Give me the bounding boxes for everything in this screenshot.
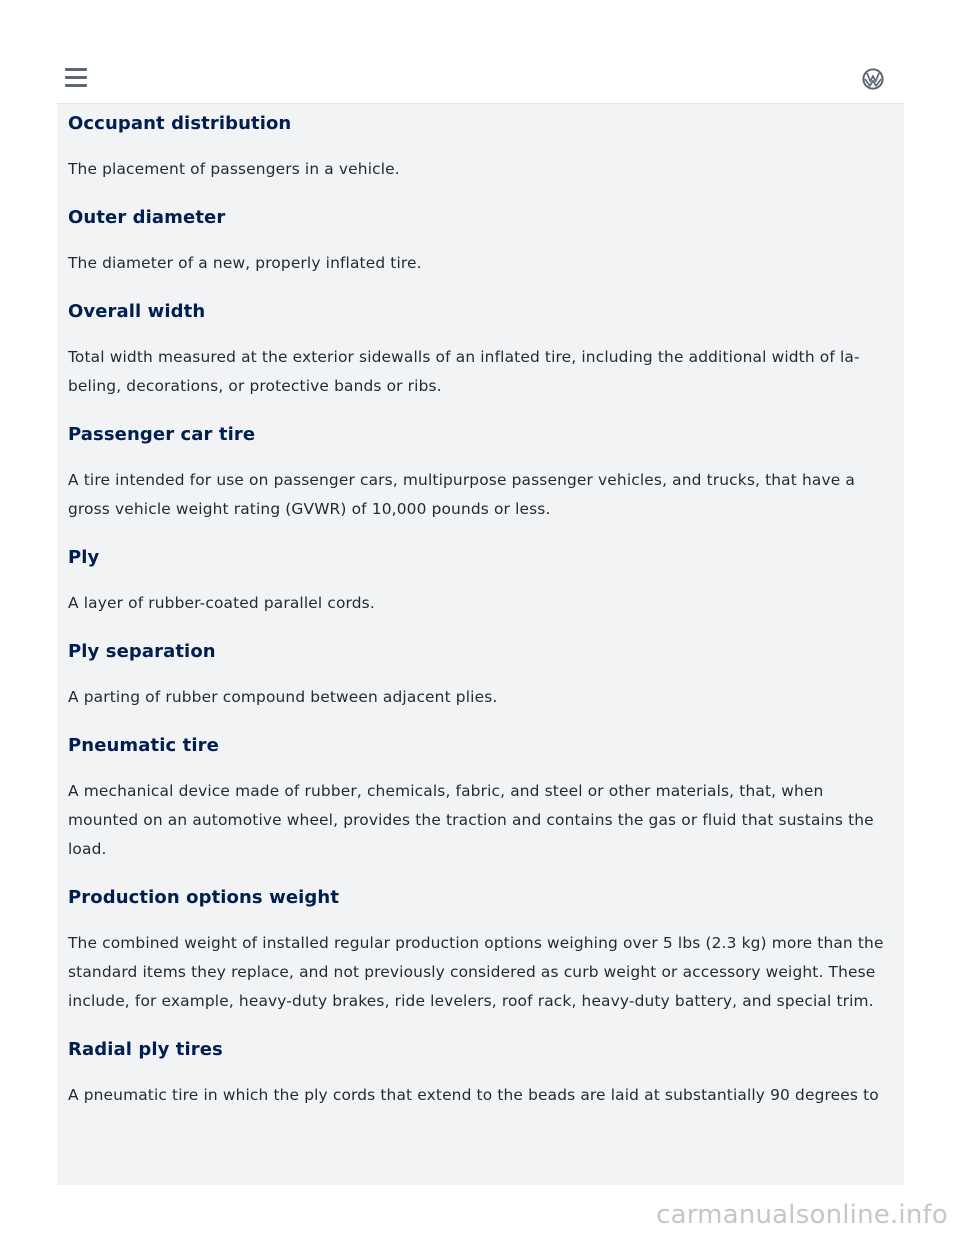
glossary-term: Radial ply tires: [68, 1039, 223, 1060]
vw-logo-icon[interactable]: [862, 68, 884, 90]
glossary-term: Pneumatic tire: [68, 735, 219, 756]
glossary-definition: A pneumatic tire in which the ply cords that extend to the beads are laid at substantially 90 degrees to: [68, 1086, 879, 1104]
top-bar: [57, 56, 904, 104]
hamburger-menu-icon[interactable]: [65, 68, 87, 88]
watermark: carmanualsonline.info: [656, 1200, 948, 1230]
glossary-definition: The diameter of a new, properly inflated tire.: [68, 254, 422, 272]
glossary-definition: A tire intended for use on passenger cars, multipurpose passenger vehicles, and trucks, that have a gross vehicle weight rating (GVWR) of 10,000 pounds or less.: [68, 471, 855, 518]
glossary-term: Outer diameter: [68, 207, 226, 228]
glossary-definition: A mechanical device made of rubber, chemicals, fabric, and steel or other materials, that, when mounted on an automotive wheel, provides the traction and contains the gas or fluid that sustains the load.: [68, 782, 874, 858]
glossary-term: Occupant distribution: [68, 113, 292, 134]
glossary-term: Ply separation: [68, 641, 216, 662]
glossary-definition: A parting of rubber compound between adjacent plies.: [68, 688, 498, 706]
glossary-term: Overall width: [68, 301, 206, 322]
glossary-definition: Total width measured at the exterior sidewalls of an inflated tire, including the additional width of la-beling, decorations, or protective bands or ribs.: [68, 348, 860, 395]
glossary-definition: The combined weight of installed regular production options weighing over 5 lbs (2.3 kg) more than the standard items they replace, and not previously considered as curb weight or accessory weight. These include, for example, heavy-duty brakes, ride levelers, roof rack, heavy-duty battery, and special trim.: [68, 934, 884, 1010]
glossary-definition: The placement of passengers in a vehicle.: [68, 160, 400, 178]
glossary-content: [57, 104, 904, 1185]
glossary-term: Ply: [68, 547, 100, 568]
glossary-term: Production options weight: [68, 887, 340, 908]
glossary-definition: A layer of rubber-coated parallel cords.: [68, 594, 375, 612]
glossary-term: Passenger car tire: [68, 424, 256, 445]
